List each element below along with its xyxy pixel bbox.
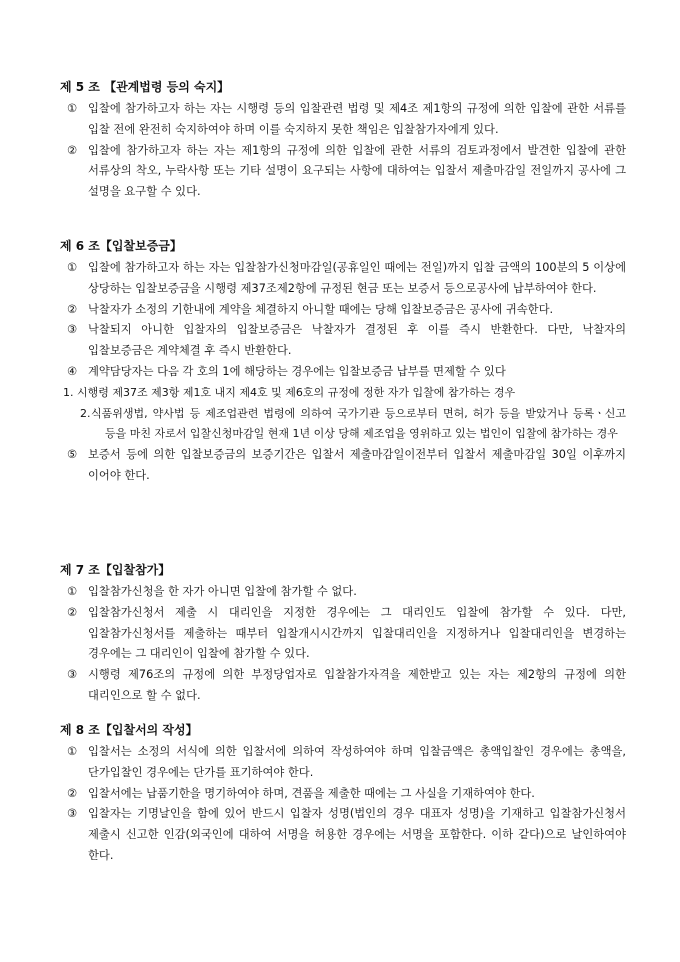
para-text: 낙찰되지 아니한 입찰자의 입찰보증금은 낙찰자가 결정된 후 이를 즉시 반환한다. 다만, 낙찰자의 입찰보증금은 계약체결 후 즉시 반환한다. (88, 323, 626, 358)
para-number: ① (67, 585, 78, 598)
article-8-heading: 제 8 조【입찰서의 작성】 (60, 723, 198, 737)
para-number: ④ (67, 364, 78, 378)
article-7 (60, 562, 626, 707)
article-8-para-1 (60, 742, 626, 784)
para-number: ② (67, 786, 78, 800)
article-6-subitem-2 (60, 404, 626, 446)
article-6-heading: 제 6 조【입찰보증금】 (60, 239, 182, 253)
para-number: ③ (67, 807, 78, 821)
subitem-number: 1. (63, 385, 74, 399)
article-6-subitem-1 (60, 383, 626, 404)
para-number: ① (67, 745, 78, 758)
article-5-para-2 (60, 141, 626, 203)
article-8 (60, 722, 626, 867)
article-8-para-3 (60, 804, 626, 866)
para-text: 계약담당자는 다음 각 호의 1에 해당하는 경우에는 입찰보증금 납부를 면제할 수 있다 (88, 364, 506, 378)
para-text: 보증서 등에 의한 입찰보증금의 보증기간은 입찰서 제출마감일이전부터 입찰서 제출마감일 30일 이후까지 이어야 한다. (88, 448, 626, 482)
para-number: ② (67, 143, 78, 157)
article-6 (60, 238, 626, 487)
article-7-para-2 (60, 603, 626, 665)
para-number: ① (67, 102, 78, 115)
para-number: ② (67, 605, 78, 619)
para-text: 시행령 제76조의 규정에 의한 부정당업자로 입찰참가자격을 제한받고 있는 자는 제2항의 규정에 의한 대리인으로 할 수 없다. (88, 668, 626, 702)
para-text: 입찰참가신청서 제출 시 대리인을 지정한 경우에는 그 대리인도 입찰에 참가할 수 있다. 다만, 입찰참가신청서를 제출하는 때부터 입찰개시시간까지 입찰대리인을 지정하거나 입찰대리인을 변경하는 경우에는 그 대리인이 입찰에 참가할 수 있다. (88, 605, 626, 661)
article-5-para-1 (60, 99, 626, 141)
para-text: 입찰에 참가하고자 하는 자는 입찰참가신청마감일(공휴일인 때에는 전일)까지 입찰 금액의 100분의 5 이상에 상당하는 입찰보증금을 시행령 제37조제2항에 규정된 현금 또는 보증서 등으로공사에 납부하여야 한다. (88, 261, 626, 295)
para-text: 낙찰자가 소정의 기한내에 계약을 체결하지 아니할 때에는 당해 입찰보증금은 공사에 귀속한다. (88, 302, 554, 316)
para-number: ③ (67, 668, 78, 682)
para-text: 입찰에 참가하고자 하는 자는 시행령 등의 입찰관련 법령 및 제4조 제1항의 규정에 의한 입찰에 관한 서류를 입찰 전에 완전히 숙지하여야 하며 이를 숙지하지 못한 책임은 입찰참가자에게 있다. (88, 102, 626, 136)
article-8-para-2 (60, 784, 626, 805)
article-7-para-3 (60, 665, 626, 707)
article-7-para-1 (60, 582, 626, 603)
article-7-heading: 제 7 조【입찰참가】 (60, 563, 171, 577)
para-text: 입찰서는 소정의 서식에 의한 입찰서에 의하여 작성하여야 하며 입찰금액은 총액입찰인 경우에는 총액을, 단가입찰인 경우에는 단가를 표기하여야 한다. (88, 745, 626, 779)
article-6-para-3 (60, 320, 626, 362)
para-number: ③ (67, 323, 78, 337)
para-number: ⑤ (67, 448, 78, 462)
para-text: 입찰서에는 납품기한을 명기하여야 하며, 견품을 제출한 때에는 그 사실을 기재하여야 한다. (88, 786, 535, 800)
article-6-para-5 (60, 445, 626, 487)
para-text: 입찰자는 기명날인을 함에 있어 반드시 입찰자 성명(법인의 경우 대표자 성명)을 기재하고 입찰참가신청서 제출시 신고한 인감(외국인에 대하여 서명을 허용한 경우에는 서명을 포함한다. 이하 같다)으로 날인하여야 한다. (88, 807, 626, 862)
subitem-text: 식품위생법, 약사법 등 제조업관련 법령에 의하여 국가기관 등으로부터 면허, 허가 등을 받았거나 등록ㆍ신고 등을 마친 자로서 입찰신청마감일 현재 1년 이상 당해 제조업을 영위하고 있는 법인이 입찰에 참가하는 경우 (91, 406, 626, 441)
para-text: 입찰참가신청을 한 자가 아니면 입찰에 참가할 수 없다. (88, 585, 357, 598)
para-number: ① (67, 261, 78, 274)
article-6-para-4 (60, 362, 626, 383)
para-number: ② (67, 302, 78, 316)
subitem-text: 시행령 제37조 제3항 제1호 내지 제4호 및 제6호의 규정에 정한 자가 입찰에 참가하는 경우 (77, 385, 516, 399)
article-5-heading: 제 5 조 【관계법령 등의 숙지】 (60, 80, 230, 94)
subitem-number: 2. (80, 406, 91, 420)
article-6-para-1 (60, 258, 626, 300)
article-5 (60, 79, 626, 203)
article-6-para-2 (60, 300, 626, 321)
para-text: 입찰에 참가하고자 하는 자는 제1항의 규정에 의한 입찰에 관한 서류의 검토과정에서 발견한 입찰에 관한 서류상의 착오, 누락사항 또는 기타 설명이 요구되는 사항에 대하여는 입찰서 제출마감일 전일까지 공사에 그 설명을 요구할 수 있다. (88, 143, 626, 199)
